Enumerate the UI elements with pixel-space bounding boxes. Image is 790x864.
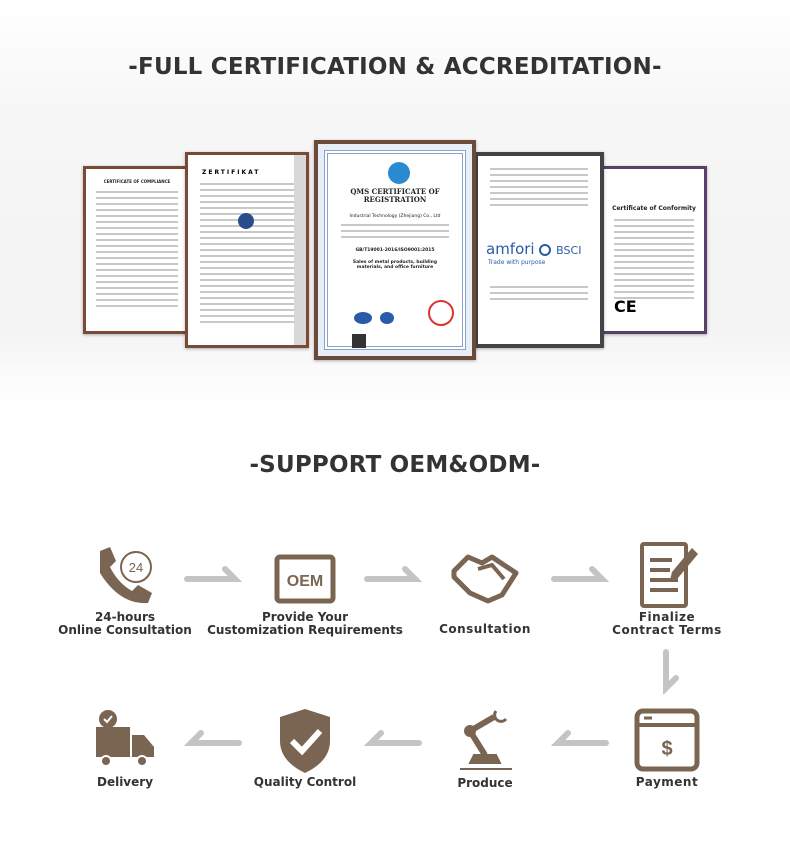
phone-24-icon [90, 543, 160, 613]
handshake-icon [450, 543, 520, 613]
certificate-scope: Sales of metal products, building materials, and office furniture [352, 260, 438, 270]
certificate-amfori-bsci [474, 152, 604, 348]
certificate-company: Industrial Technology (Zhejiang) Co., Ltd [349, 214, 441, 219]
oem-icon [270, 543, 340, 613]
oem-odm-title: -SUPPORT OEM&ODM- [249, 452, 541, 478]
arrow-right-icon [363, 565, 423, 587]
side-stripe [294, 155, 306, 345]
bsci-label: BSCI [556, 244, 582, 257]
amfori-logo-icon [539, 244, 551, 256]
certificate-standard: GB/T19001-2016/ISO9001:2015 [355, 248, 435, 253]
certificate-heading: Certificate of Conformity [612, 205, 696, 212]
amfori-tagline: Trade with purpose [488, 259, 546, 266]
step-label-delivery: Delivery [96, 775, 154, 789]
svg-text:$: $ [661, 738, 673, 760]
certificate-heading: CERTIFICATE OF COMPLIANCE [103, 179, 171, 184]
contract-icon [632, 540, 702, 610]
iaf-logo [354, 312, 372, 324]
certificate-conformity [601, 166, 707, 334]
svg-text:24: 24 [128, 560, 144, 575]
delivery-truck-icon [90, 707, 160, 777]
step-label-quality-control: Quality Control [253, 775, 357, 789]
red-seal [428, 300, 454, 326]
step-label-finalize-contract: Finalize Contract Terms [612, 610, 722, 637]
step-label-consultation: Consultation [439, 622, 531, 636]
qr-code [352, 334, 366, 348]
arrow-right-icon [550, 565, 610, 587]
cnas-logo [380, 312, 394, 324]
step-label-produce: Produce [457, 776, 513, 790]
shield-check-icon [270, 705, 340, 775]
certificate-heading: ZERTIFIKAT [202, 169, 261, 176]
tuv-logo [238, 213, 254, 229]
step-label-payment: Payment [635, 775, 699, 789]
robot-arm-icon [450, 707, 520, 777]
certificate-compliance [83, 166, 191, 334]
arrow-right-icon [183, 565, 243, 587]
step-label-provide-requirements: Provide Your Customization Requirements [207, 610, 403, 637]
arrow-left-icon [183, 727, 243, 749]
svg-text:OEM: OEM [286, 573, 324, 590]
ce-mark: CE [614, 297, 637, 316]
arrow-left-icon [363, 727, 423, 749]
certificate-qms [314, 140, 476, 360]
payment-icon [632, 705, 702, 775]
arrow-down-icon [658, 648, 680, 694]
certification-title: -FULL CERTIFICATION & ACCREDITATION- [128, 54, 662, 80]
amfori-brand: amfori [486, 240, 535, 258]
qms-logo [388, 162, 410, 184]
arrow-left-icon [550, 727, 610, 749]
certificate-zertifikat [185, 152, 309, 348]
certificate-heading: QMS CERTIFICATE OF REGISTRATION [350, 187, 440, 204]
step-label-24-hours: 24-hours Online Consultation [58, 610, 192, 637]
